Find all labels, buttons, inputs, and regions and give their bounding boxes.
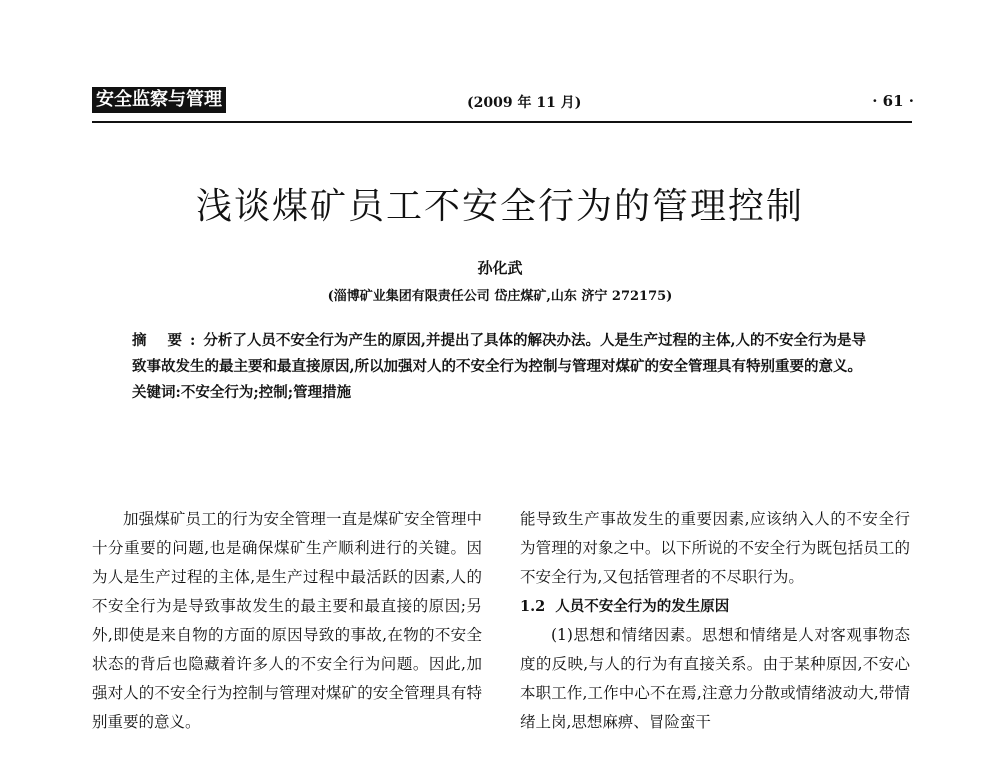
abstract-label: 摘 要: <box>132 332 204 349</box>
keywords-label: 关键词: <box>132 384 181 401</box>
issue-date: (2009 年 11 月) <box>467 95 582 111</box>
journal-section-tag: 安全监察与管理 <box>92 87 226 113</box>
factor-paragraph: (1)思想和情绪因素。思想和情绪是人对客观事物态度的反映,与人的行为有直接关系。由于某种原因,不安心本职工作,工作中心不在焉,注意力分散或情绪波动大,带情绪上岗,思想麻痹、冒险蛮干 <box>520 626 910 731</box>
abstract-text: 分析了人员不安全行为产生的原因,并提出了具体的解决办法。人是生产过程的主体,人的不安全行为是导致事故发生的最主要和最直接原因,所以加强对人的不安全行为控制与管理对煤矿的安全管理具有特别重要的意义。 <box>132 332 866 375</box>
section-title: 人员不安全行为的发生原因 <box>555 598 730 615</box>
article-title: 浅谈煤矿员工不安全行为的管理控制 <box>195 186 804 227</box>
abstract-block <box>132 328 872 406</box>
author-name: 孙化武 <box>477 259 523 277</box>
page-number: · 61 · <box>872 92 914 110</box>
author-affiliation: (淄博矿业集团有限责任公司 岱庄煤矿,山东 济宁 272175) <box>327 289 673 304</box>
continued-paragraph: 能导致生产事故发生的重要因素,应该纳入人的不安全行为管理的对象之中。以下所说的不安全行为既包括员工的不安全行为,又包括管理者的不尽职行为。 <box>520 510 910 586</box>
intro-paragraph: 加强煤矿员工的行为安全管理一直是煤矿安全管理中十分重要的问题,也是确保煤矿生产顺利进行的关键。因为人是生产过程的主体,是生产过程中最活跃的因素,人的不安全行为是导致事故发生的最主要和最直接的原因;另外,即使是来自物的方面的原因导致的事故,在物的不安全状态的背后也隐藏着许多人的不安全行为问题。因此,加强对人的不安全行为控制与管理对煤矿的安全管理具有特别重要的意义。 <box>92 510 482 731</box>
header-rule <box>92 121 912 123</box>
keywords-text: 不安全行为;控制;管理措施 <box>180 384 352 401</box>
keywords-line <box>132 380 872 406</box>
section-number: 1.2 <box>520 598 546 615</box>
left-column <box>92 505 482 737</box>
section-heading <box>520 592 910 621</box>
right-column <box>520 505 910 737</box>
